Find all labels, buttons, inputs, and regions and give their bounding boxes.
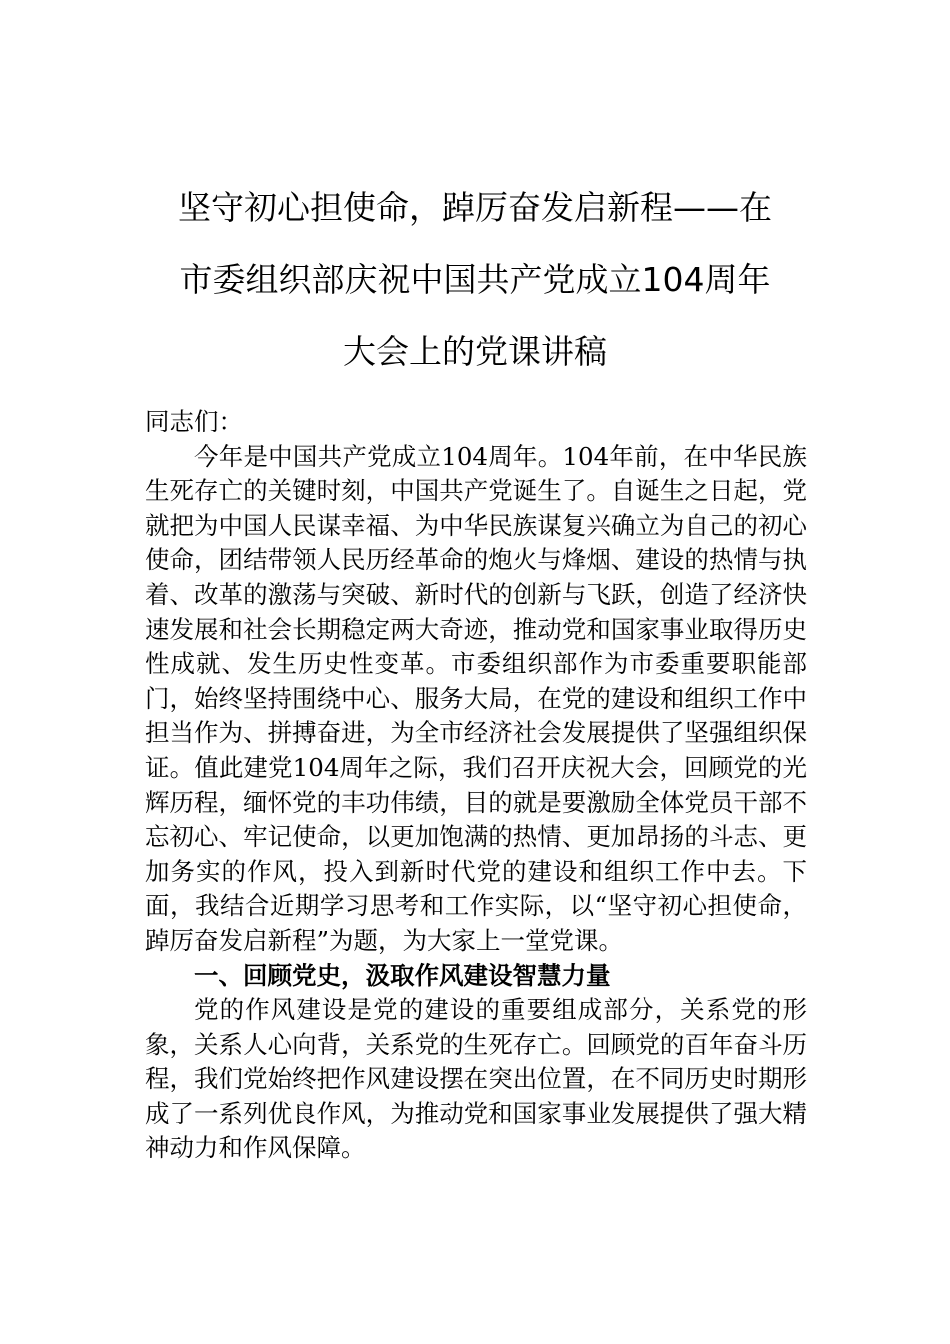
document-title [150, 172, 800, 388]
section-paragraph: 党的作风建设是党的建设的重要组成部分，关系党的形象，关系人心向背，关系党的生死存亡。回顾党的百年奋斗历程，我们党始终把作风建设摆在突出位置，在不同历史时期形成了一系列优良作风，为推动党和国家事业发展提供了强大精神动力和作风保障。 [145, 995, 807, 1163]
intro-paragraph: 今年是中国共产党成立104周年。104年前，在中华民族生死存亡的关键时刻，中国共产党诞生了。自诞生之日起，党就把为中国人民谋幸福、为中华民族谋复兴确立为自己的初心使命，团结带领人民历经革命的炮火与烽烟、建设的热情与执着、改革的激荡与突破、新时代的创新与飞跃，创造了经济快速发展和社会长期稳定两大奇迹，推动党和国家事业取得历史性成就、发生历史性变革。市委组织部作为市委重要职能部门，始终坚持围绕中心、服务大局，在党的建设和组织工作中担当作为、拼搏奋进，为全市经济社会发展提供了坚强组织保证。值此建党104周年之际，我们召开庆祝大会，回顾党的光辉历程，缅怀党的丰功伟绩，目的就是要激励全体党员干部不忘初心、牢记使命，以更加饱满的热情、更加昂扬的斗志、更加务实的作风，投入到新时代党的建设和组织工作中去。下面，我结合近期学习思考和工作实际，以“坚守初心担使命，踔厉奋发启新程”为题，为大家上一堂党课。 [145, 441, 807, 955]
section-heading: 一、回顾党史，汲取作风建设智慧力量 [194, 960, 611, 990]
title-line-3: 大会上的党课讲稿 [343, 332, 607, 371]
title-line-1: 坚守初心担使命，踔厉奋发启新程——在 [178, 188, 772, 227]
salutation: 同志们： [145, 407, 243, 436]
title-line-2: 市委组织部庆祝中国共产党成立104周年 [179, 260, 771, 299]
document-body [145, 405, 807, 1166]
